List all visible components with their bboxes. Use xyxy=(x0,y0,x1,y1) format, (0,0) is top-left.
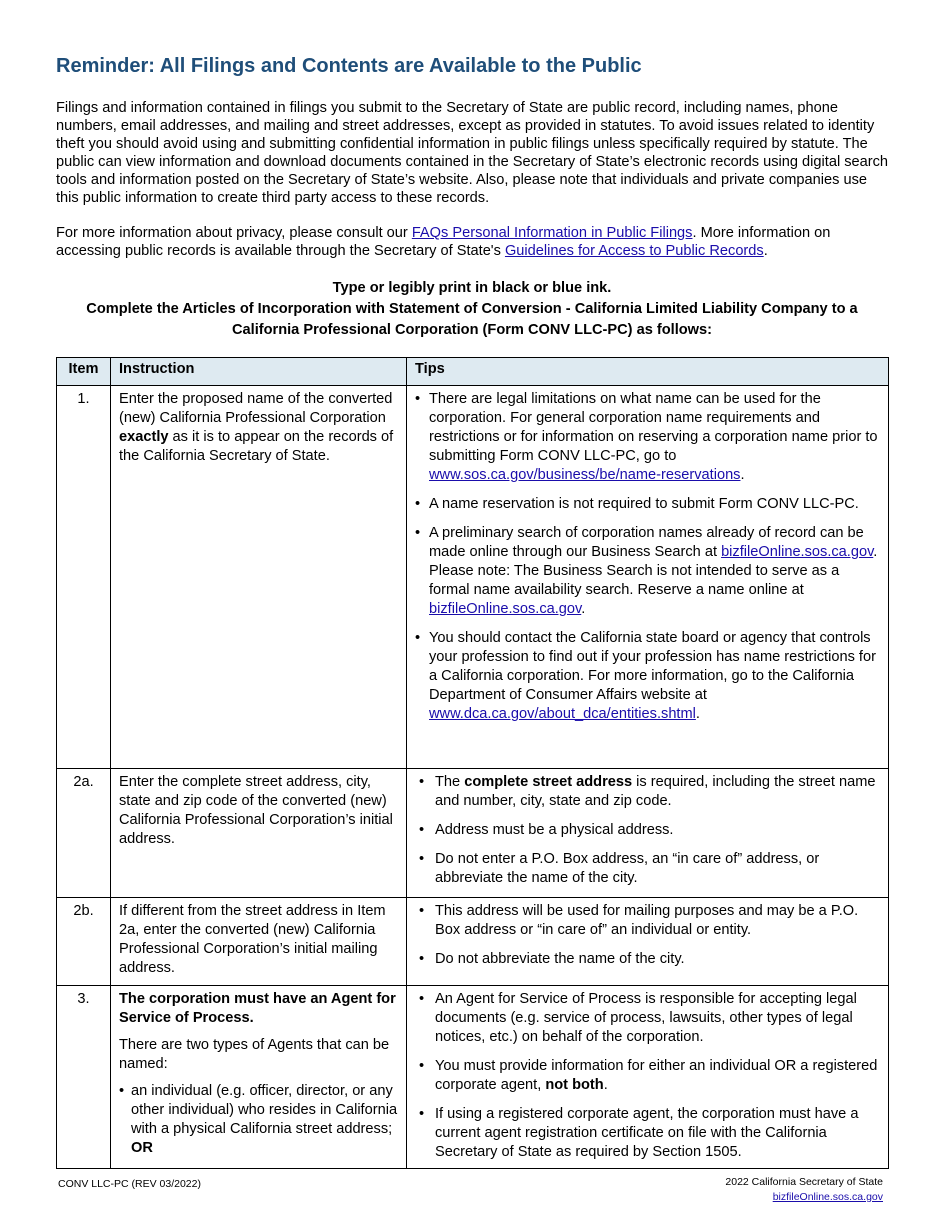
privacy-paragraph xyxy=(56,225,892,261)
reminder-title: Reminder: All Filings and Contents are Available to the Public xyxy=(56,55,642,77)
item-number: 2b. xyxy=(57,898,111,986)
name-reservations-link[interactable]: www.sos.ca.gov/business/be/name-reservations xyxy=(429,467,741,483)
tip-item xyxy=(413,850,880,888)
tips-cell xyxy=(407,986,889,1169)
form-revision: CONV LLC-PC (REV 03/2022) xyxy=(58,1178,201,1190)
tips-cell xyxy=(407,898,889,986)
table-header-row xyxy=(57,358,889,386)
instructions-table xyxy=(56,357,889,1169)
instruction-cell xyxy=(111,986,407,1169)
tip-item xyxy=(413,950,880,969)
tip-item xyxy=(413,902,880,940)
privacy-text: . xyxy=(763,242,768,259)
tip-text: Address must be a physical address. xyxy=(435,822,674,838)
tip-text: This address will be used for mailing purposes and may be a P.O. Box address or “in care of” an individual or entity. xyxy=(435,903,859,938)
tip-item xyxy=(413,1105,880,1162)
tip-text: . xyxy=(695,706,700,722)
tip-text: A name reservation is not required to submit Form CONV LLC-PC. xyxy=(429,496,859,512)
instruction-cell: If different from the street address in Item 2a, enter the converted (new) California Professional Corporation’s initial mailing address. xyxy=(111,898,407,986)
tip-item xyxy=(413,1057,880,1095)
instruction-text: Enter the proposed name of the converted (new) California Professional Corporation xyxy=(119,391,393,426)
tip-item xyxy=(413,495,880,514)
table-row xyxy=(57,769,889,898)
table-row xyxy=(57,986,889,1169)
privacy-text: For more information about privacy, please consult our xyxy=(56,225,412,241)
tip-text: Do not abbreviate the name of the city. xyxy=(435,951,685,967)
table-row xyxy=(57,386,889,769)
agent-types-intro: There are two types of Agents that can be named: xyxy=(119,1037,390,1072)
complete-instruction: Complete the Articles of Incorporation with Statement of Conversion - California Limited Liability Company to a California Professional Corporation (Form CONV LLC-PC) as follows: xyxy=(86,301,858,338)
intro-paragraph: Filings and information contained in filings you submit to the Secretary of State are public record, including names, phone numbers, email addresses, and mailing and street addresses, except as provided in statutes. To avoid issues related to identity theft you should avoid using and submitting confidential information in public filings unless specifically required by statute. The public can view information and download documents contained in the Secretary of State’s electronic records using digital search tools and information posted on the Secretary of State’s website. Also, please note that individuals and private companies use this public information to create third party access to these records. xyxy=(56,100,889,206)
tip-text: You must provide information for either an individual OR a registered corporate agent, xyxy=(435,1058,878,1093)
footer-site-link[interactable]: bizfileOnline.sos.ca.gov xyxy=(772,1191,883,1203)
tip-item xyxy=(413,821,880,840)
agent-type-item xyxy=(119,1082,398,1158)
agent-type-text: an individual (e.g. officer, director, or any other individual) who resides in California with a physical California street address; xyxy=(131,1083,398,1137)
tip-item xyxy=(413,629,880,724)
instruction-text: as it is to appear on the records of the California Secretary of State. xyxy=(119,429,394,464)
bizfile-online-link[interactable]: bizfileOnline.sos.ca.gov xyxy=(721,544,874,560)
tip-text: . xyxy=(581,601,586,617)
header-tips: Tips xyxy=(407,358,889,386)
item-number: 3. xyxy=(57,986,111,1169)
header-item: Item xyxy=(57,358,111,386)
form-instructions-heading xyxy=(56,278,888,341)
privacy-text: . More information on accessing public records is available through the Secretary of State's xyxy=(56,225,831,259)
item-number: 2a. xyxy=(57,769,111,898)
instruction-cell: Enter the complete street address, city, state and zip code of the converted (new) California Professional Corporation’s initial address. xyxy=(111,769,407,898)
tip-text: . xyxy=(603,1077,608,1093)
agent-type-or: OR xyxy=(131,1140,153,1156)
guidelines-public-records-link[interactable]: Guidelines for Access to Public Records xyxy=(504,242,764,259)
tip-text: An Agent for Service of Process is responsible for accepting legal documents (e.g. service of process, lawsuits, other types of legal notices, etc.) on behalf of the corporation. xyxy=(435,991,857,1045)
item-number: 1. xyxy=(57,386,111,769)
tip-text: Do not enter a P.O. Box address, an “in care of” address, or abbreviate the name of the city. xyxy=(435,851,820,886)
tip-text: If using a registered corporate agent, the corporation must have a current agent registration certificate on file with the California Secretary of State as required by Section 1505. xyxy=(435,1106,859,1160)
copyright: 2022 California Secretary of State xyxy=(725,1176,883,1188)
tip-emphasis: complete street address xyxy=(464,774,633,790)
tips-cell xyxy=(407,769,889,898)
footer-info xyxy=(700,1175,883,1205)
tip-text: is required, including the street name and number, city, state and zip code. xyxy=(435,774,876,809)
faqs-personal-info-link[interactable]: FAQs Personal Information in Public Filings xyxy=(411,225,693,241)
instruction-cell xyxy=(111,386,407,769)
tip-item xyxy=(413,990,880,1047)
tip-text: . Please note: The Business Search is not intended to serve as a formal name availability search. Reserve a name online at xyxy=(429,544,878,598)
agent-requirement xyxy=(119,990,398,1028)
tip-item xyxy=(413,390,880,485)
agent-requirement-text: The corporation must have an Agent for Service of Process. xyxy=(119,991,396,1026)
tip-item xyxy=(413,773,880,811)
dca-entities-link[interactable]: www.dca.ca.gov/about_dca/entities.shtml xyxy=(429,706,696,722)
tips-cell xyxy=(407,386,889,769)
tip-item xyxy=(413,524,880,619)
table-row xyxy=(57,898,889,986)
tip-text: A preliminary search of corporation names already of record can be made online through our Business Search at xyxy=(429,525,864,560)
tip-text: There are legal limitations on what name can be used for the corporation. For general corporation name requirements and restrictions or for information on reserving a corporation name prior to submitting Form CONV LLC-PC, go to xyxy=(429,391,878,464)
tip-text: You should contact the California state board or agency that controls your profession to find out if your profession has name restrictions for a California corporation. For more information, go to the California Department of Consumer Affairs website at xyxy=(429,630,876,703)
ink-instruction: Type or legibly print in black or blue ink. xyxy=(332,280,612,296)
tip-emphasis: not both xyxy=(545,1077,604,1093)
tip-text: The xyxy=(435,774,465,790)
instruction-emphasis: exactly xyxy=(119,429,169,445)
tip-text: . xyxy=(740,467,745,483)
header-instruction: Instruction xyxy=(111,358,407,386)
bizfile-online-link[interactable]: bizfileOnline.sos.ca.gov xyxy=(429,601,582,617)
